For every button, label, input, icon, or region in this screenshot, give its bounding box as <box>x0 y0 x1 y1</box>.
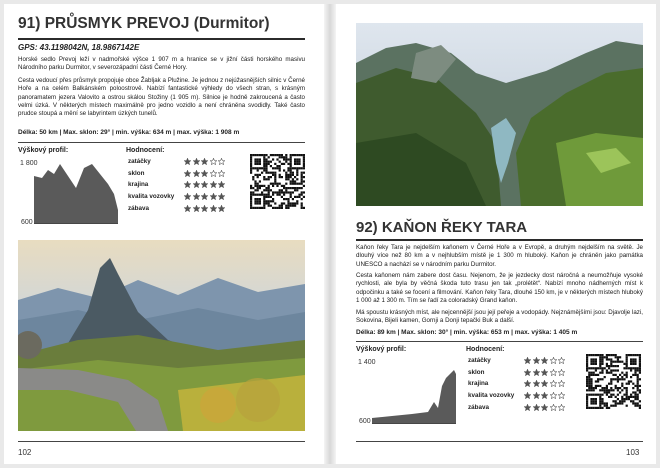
star-empty-icon <box>550 369 557 376</box>
page-number: 102 <box>18 448 32 457</box>
book-gutter <box>324 4 336 464</box>
footer-rule <box>356 441 643 442</box>
star-filled-icon <box>541 392 548 399</box>
body-paragraph: Cesta vedoucí přes průsmyk propojuje obce Žabljak a Plužine. Je jednou z nejúžasnějších silnic v Černé Hoře a na celém Balkánském poloostrově. Nabízí fantastické výhledy do všech stran, s krásným panoramatem jezera Valovito a ostrou skálou Stožiny (1 905 m). Silnice je hodně zakroucená a často velmi úzká. V některých místech maximálně pro jedno vozidlo a není chráněna svodidly. Také často prudce stoupá a mění se labyrintem úzkých tunelů. <box>18 77 305 118</box>
body-paragraph: Cesta kaňonem nám zabere dost času. Nejenom, že je jezdecky dost náročná a neumožňuje vysoké rychlosti, ale byla by věčná škoda tuto trasu jen tak „prolétět“. Nabízí mnoho nádherných míst k odpočinku a také se focení a filmování. Kaňon řeky Tara, dlouhé 150 km, je v některých místech hluboký 1 000 až 1 300 m. Tím se řadí za coloradský Grand kaňon. <box>356 272 643 304</box>
qr-code-icon <box>586 354 641 409</box>
star-empty-icon <box>558 404 565 411</box>
rating-row <box>468 367 565 379</box>
rating-stars <box>184 158 225 165</box>
qr-code[interactable] <box>250 154 305 214</box>
star-filled-icon <box>533 357 540 364</box>
star-filled-icon <box>533 380 540 387</box>
title-rule <box>18 38 305 40</box>
elevation-profile-area <box>34 164 118 224</box>
star-filled-icon <box>184 170 191 177</box>
rating-row <box>468 378 565 390</box>
star-filled-icon <box>524 380 531 387</box>
star-empty-icon <box>558 380 565 387</box>
star-empty-icon <box>550 392 557 399</box>
star-filled-icon <box>533 404 540 411</box>
star-filled-icon <box>541 369 548 376</box>
mountain-road-photo <box>18 240 305 431</box>
star-empty-icon <box>218 170 225 177</box>
star-filled-icon <box>193 193 200 200</box>
left-page <box>4 4 324 464</box>
star-empty-icon <box>210 158 217 165</box>
rating-name: kvalita vozovky <box>468 392 515 400</box>
rating-row <box>128 179 225 191</box>
rating-stars <box>184 181 225 188</box>
rating-stars <box>524 357 565 364</box>
star-filled-icon <box>541 404 548 411</box>
rating-name: kvalita vozovky <box>128 193 175 201</box>
intro-paragraph: Horské sedlo Prevoj leží v nadmořské výšce 1 907 m a hranice se v jižní části horského masivu Národního parku Durmitor, v severozápadní části Černé Hory. <box>18 56 305 72</box>
footer-rule <box>18 441 305 442</box>
profile-axis-bottom: 600 <box>21 219 33 226</box>
rating-row <box>468 401 565 413</box>
elevation-profile-area <box>372 370 456 424</box>
star-filled-icon <box>193 181 200 188</box>
star-filled-icon <box>524 392 531 399</box>
rating-stars <box>524 392 565 399</box>
star-filled-icon <box>541 380 548 387</box>
star-filled-icon <box>193 205 200 212</box>
rating-name: krajina <box>128 181 149 189</box>
qr-code-icon <box>250 154 305 209</box>
ratings-label: Hodnocení: <box>466 346 505 353</box>
star-filled-icon <box>184 181 191 188</box>
star-filled-icon <box>201 158 208 165</box>
star-empty-icon <box>558 369 565 376</box>
star-filled-icon <box>541 357 548 364</box>
qr-code[interactable] <box>586 354 641 414</box>
elevation-profile-chart <box>372 356 456 424</box>
ratings-table <box>468 355 565 413</box>
profile-label: Výškový profil: <box>18 147 69 154</box>
star-filled-icon <box>210 181 217 188</box>
star-filled-icon <box>533 392 540 399</box>
rating-name: sklon <box>468 368 485 376</box>
star-filled-icon <box>524 369 531 376</box>
route-title: 91) PRŮSMYK PREVOJ (Durmitor) <box>18 15 270 32</box>
star-empty-icon <box>550 380 557 387</box>
star-empty-icon <box>550 357 557 364</box>
star-empty-icon <box>210 170 217 177</box>
star-filled-icon <box>218 193 225 200</box>
rating-row <box>128 191 225 203</box>
route-stats: Délka: 89 km | Max. sklon: 30° | min. výška: 653 m | max. výška: 1 405 m <box>356 329 578 336</box>
star-empty-icon <box>558 357 565 364</box>
rating-name: zatáčky <box>468 357 491 365</box>
canyon-photo <box>356 23 643 206</box>
rating-stars <box>184 205 225 212</box>
gps-coordinates: GPS: 43.1198042N, 18.9867142E <box>18 43 140 52</box>
rating-name: zábava <box>128 204 150 212</box>
rating-name: zatáčky <box>128 158 151 166</box>
star-filled-icon <box>201 193 208 200</box>
star-filled-icon <box>193 170 200 177</box>
star-filled-icon <box>210 205 217 212</box>
star-empty-icon <box>218 158 225 165</box>
closing-paragraph: Má spoustu krásných míst, ale nejcennější jsou její peřeje a vodopády. Nejznámějšími jsou: Djavolje lazi, Sokovina, Bijeli kamen, Gornji a Donji tepački Buk a další. <box>356 309 643 325</box>
stats-rule <box>18 142 305 143</box>
right-page <box>336 4 656 464</box>
rating-name: krajina <box>468 380 489 388</box>
rating-row <box>128 156 225 168</box>
rating-stars <box>524 380 565 387</box>
stats-rule <box>356 341 643 342</box>
rating-name: zábava <box>468 403 490 411</box>
star-empty-icon <box>550 404 557 411</box>
star-empty-icon <box>558 392 565 399</box>
profile-axis-top: 1 800 <box>20 160 38 167</box>
route-stats: Délka: 50 km | Max. sklon: 29° | min. výška: 634 m | max. výška: 1 908 m <box>18 129 240 136</box>
page-number: 103 <box>626 448 640 457</box>
rating-row <box>128 202 225 214</box>
star-filled-icon <box>201 205 208 212</box>
star-filled-icon <box>201 181 208 188</box>
title-rule <box>356 239 643 241</box>
star-filled-icon <box>524 357 531 364</box>
rating-stars <box>184 193 225 200</box>
rating-row <box>468 390 565 402</box>
ratings-label: Hodnocení: <box>126 147 165 154</box>
star-filled-icon <box>184 193 191 200</box>
star-filled-icon <box>218 205 225 212</box>
rating-stars <box>184 170 225 177</box>
star-filled-icon <box>201 170 208 177</box>
elevation-profile-chart <box>34 156 118 224</box>
star-filled-icon <box>193 158 200 165</box>
rating-stars <box>524 404 565 411</box>
star-filled-icon <box>524 404 531 411</box>
star-filled-icon <box>184 158 191 165</box>
star-filled-icon <box>210 193 217 200</box>
rating-row <box>468 355 565 367</box>
star-filled-icon <box>533 369 540 376</box>
route-title: 92) KAŇON ŘEKY TARA <box>356 219 528 236</box>
profile-label: Výškový profil: <box>356 346 407 353</box>
ratings-table <box>128 156 225 214</box>
rating-row <box>128 168 225 180</box>
rating-name: sklon <box>128 169 145 177</box>
star-filled-icon <box>218 181 225 188</box>
intro-paragraph: Kaňon řeky Tara je nejdelším kaňonem v Černé Hoře a v Evropě, a druhým nejdelším na světě. Je dlouhý více než 80 km a v nejhlubším místě je 1 300 m hluboký. Kaňon je chráněn jako památka UNESCO a nachází se v národním parku Durmitor. <box>356 244 643 268</box>
profile-axis-top: 1 400 <box>358 359 376 366</box>
profile-axis-bottom: 600 <box>359 418 371 425</box>
rating-stars <box>524 369 565 376</box>
star-filled-icon <box>184 205 191 212</box>
